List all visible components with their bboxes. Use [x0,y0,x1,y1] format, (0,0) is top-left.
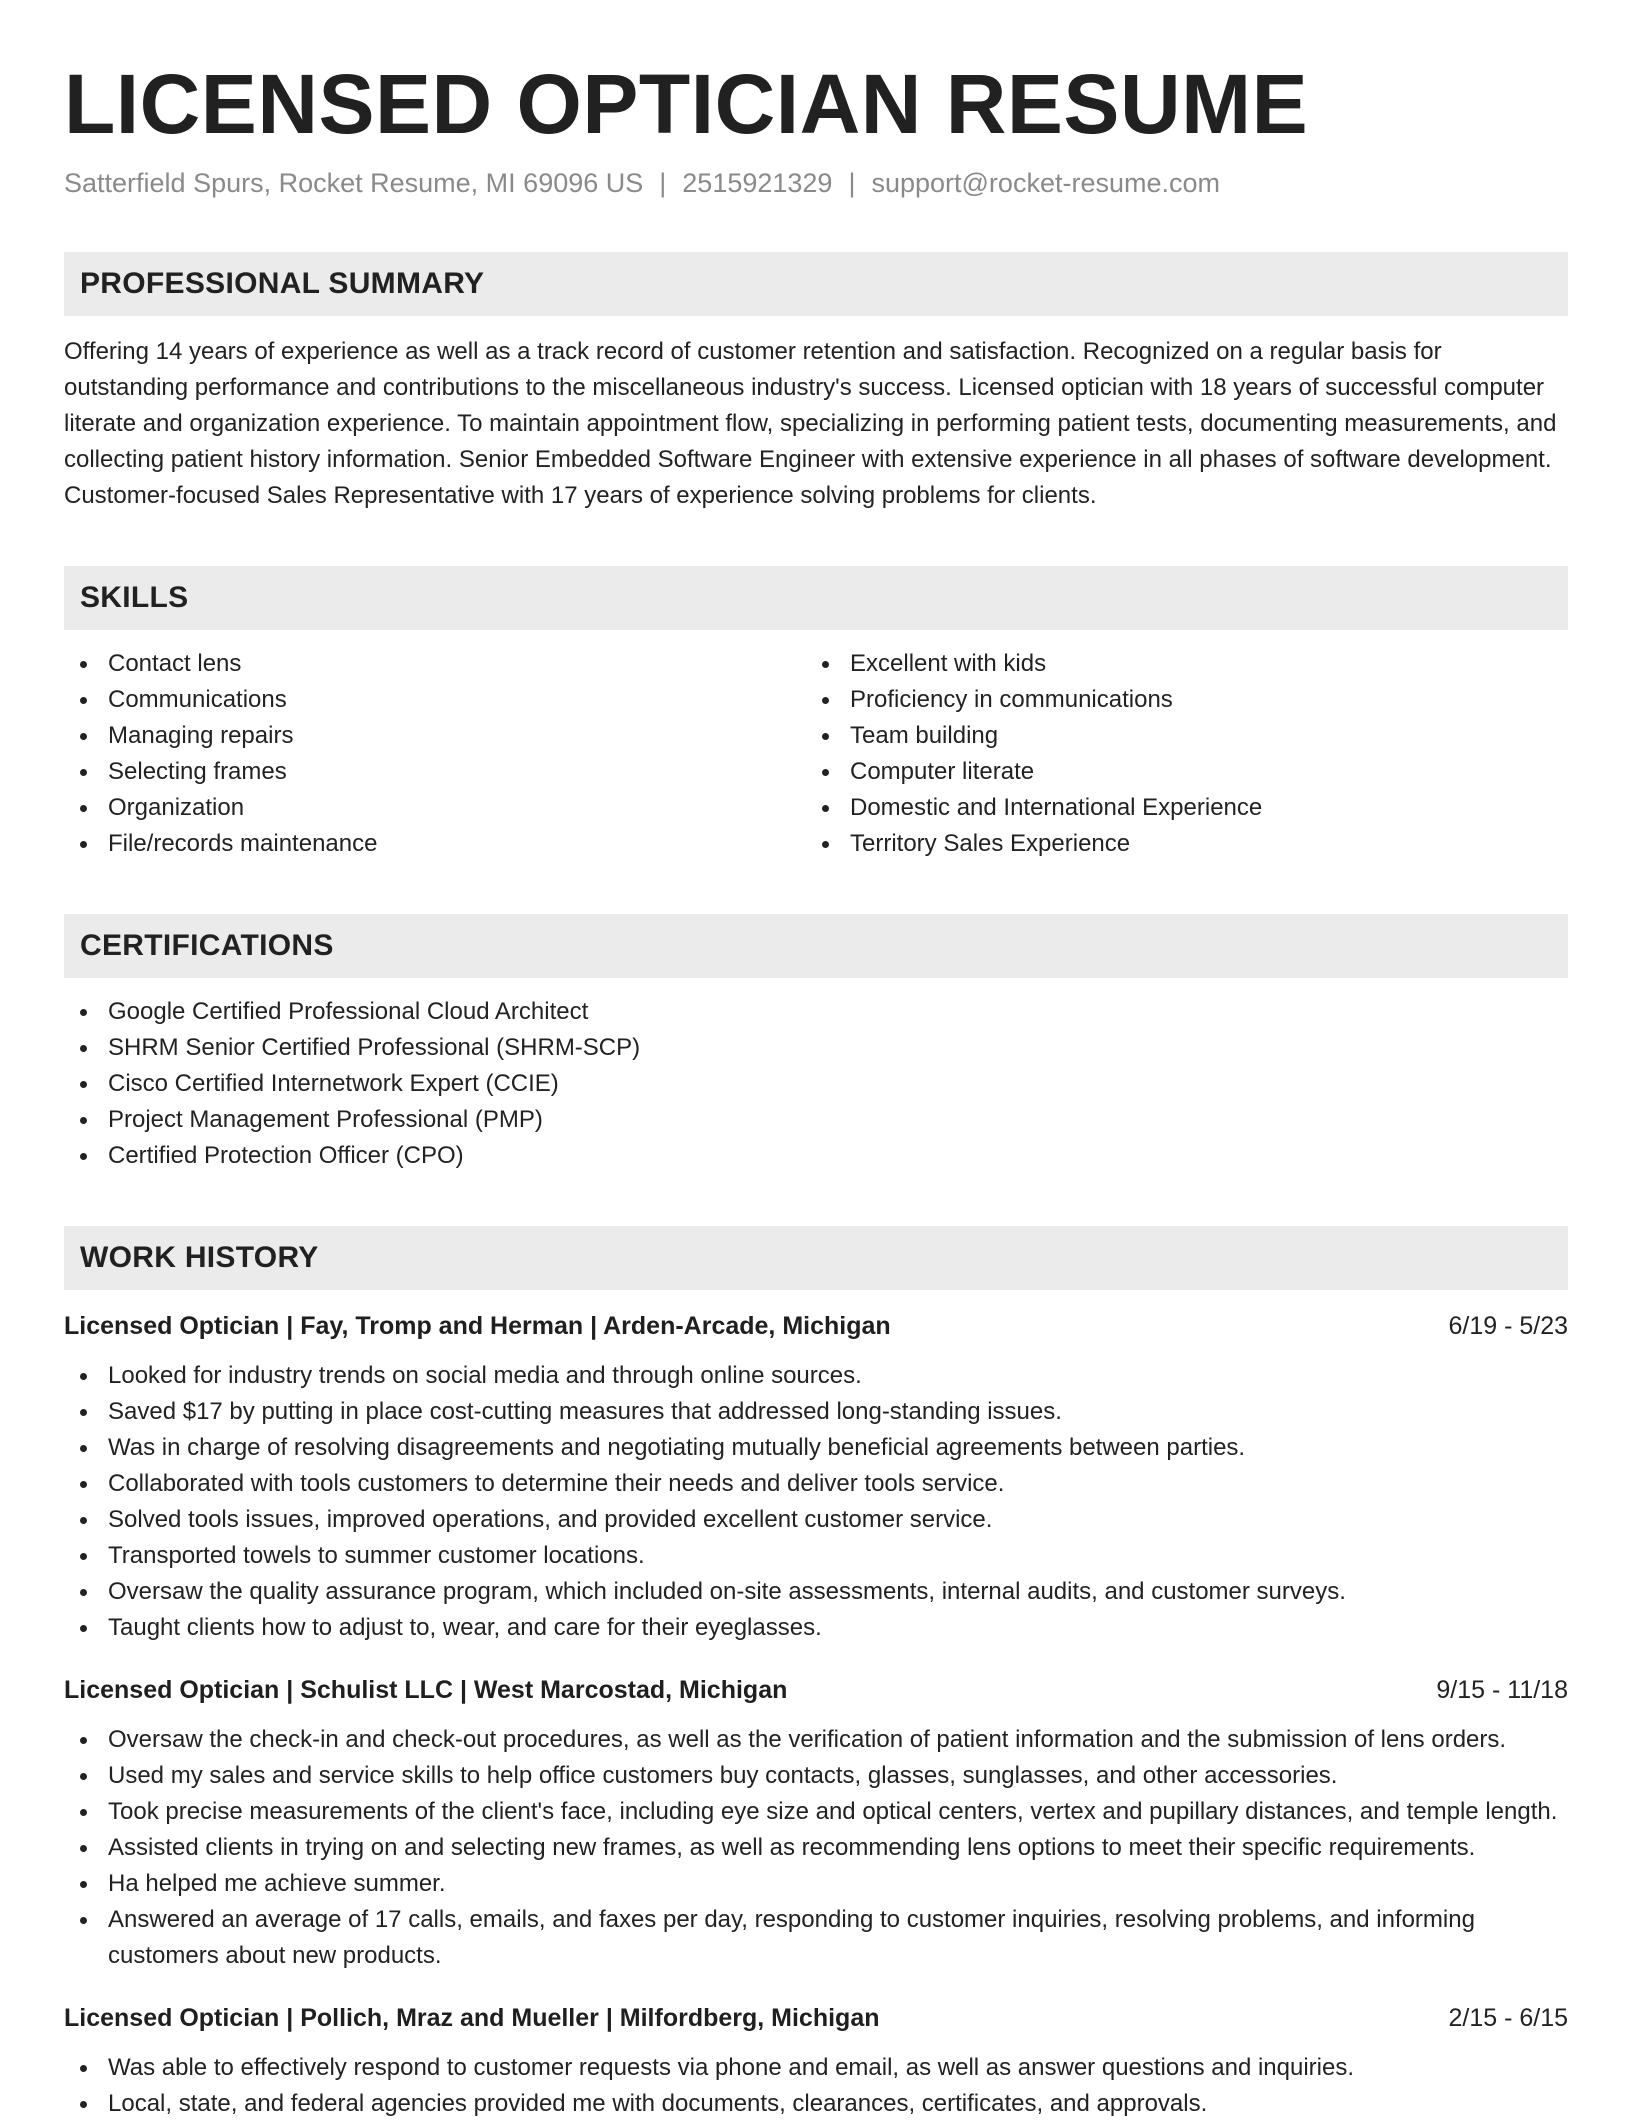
job-title: Licensed Optician | Schulist LLC | West Marcostad, Michigan [64,1676,788,1704]
job-title: Licensed Optician | Pollich, Mraz and Mueller | Milfordberg, Michigan [64,2004,880,2032]
job-bullet: Ha helped me achieve summer. [64,1866,1568,1902]
job-bullet: Saved $17 by putting in place cost-cutting measures that addressed long-standing issues. [64,1394,1568,1430]
job-bullet: Used my sales and service skills to help office customers buy contacts, glasses, sunglasses, and other accessories. [64,1758,1568,1794]
contact-separator: | [659,168,667,198]
certification-item: Certified Protection Officer (CPO) [64,1138,1568,1174]
job-bullet: Took precise measurements of the client's face, including eye size and optical centers, vertex and pupillary distances, and temple length. [64,1794,1568,1830]
certifications-heading: CERTIFICATIONS [64,914,1568,978]
skill-item: Contact lens [64,646,806,682]
job-bullets [64,2050,1568,2122]
job-dates: 2/15 - 6/15 [1448,2004,1568,2032]
work-history-heading: WORK HISTORY [64,1226,1568,1290]
summary-heading: PROFESSIONAL SUMMARY [64,252,1568,316]
certification-item: Google Certified Professional Cloud Architect [64,994,1568,1030]
job-title: Licensed Optician | Fay, Tromp and Herman | Arden-Arcade, Michigan [64,1312,891,1340]
contact-line [64,166,1568,200]
page-title: LICENSED OPTICIAN RESUME [64,57,1309,151]
certification-item: Project Management Professional (PMP) [64,1102,1568,1138]
job-bullet: Transported towels to summer customer locations. [64,1538,1568,1574]
job-header [64,2000,1568,2036]
skill-item: Communications [64,682,806,718]
job-bullet: Taught clients how to adjust to, wear, and care for their eyeglasses. [64,1610,1568,1646]
skills-heading: SKILLS [64,566,1568,630]
job-header [64,1308,1568,1344]
job-bullet: Collaborated with tools customers to determine their needs and deliver tools service. [64,1466,1568,1502]
skill-item: Proficiency in communications [806,682,1548,718]
job-dates: 9/15 - 11/18 [1436,1676,1568,1704]
job-entry [64,1672,1568,1974]
skills-list-right [806,646,1548,862]
skill-item: File/records maintenance [64,826,806,862]
skill-item: Organization [64,790,806,826]
job-bullet: Answered an average of 17 calls, emails, and faxes per day, responding to customer inquiries, resolving problems, and informing customers about new products. [64,1902,1568,1974]
job-bullet: Assisted clients in trying on and selecting new frames, as well as recommending lens options to meet their specific requirements. [64,1830,1568,1866]
certification-item: SHRM Senior Certified Professional (SHRM-SCP) [64,1030,1568,1066]
summary-text: Offering 14 years of experience as well as a track record of customer retention and satisfaction. Recognized on a regular basis for outstanding performance and contributions to the miscellaneous industry's success. Licensed optician with 18 years of successful computer literate and organization experience. To maintain appointment flow, specializing in performing patient tests, documenting measurements, and collecting patient history information. Senior Embedded Software Engineer with extensive experience in all phases of software development. Customer-focused Sales Representative with 17 years of experience solving problems for clients. [64,338,1557,509]
contact-email: support@rocket-resume.com [871,168,1220,198]
skill-item: Computer literate [806,754,1548,790]
job-bullet: Oversaw the quality assurance program, which included on-site assessments, internal audits, and customer surveys. [64,1574,1568,1610]
skills-list-left [64,646,806,862]
contact-phone: 2515921329 [682,168,833,198]
contact-separator: | [848,168,856,198]
certifications-list [64,994,1568,1174]
skill-item: Team building [806,718,1548,754]
skill-item: Selecting frames [64,754,806,790]
job-entry [64,1308,1568,1646]
job-bullets [64,1358,1568,1646]
job-dates: 6/19 - 5/23 [1448,1312,1568,1340]
job-bullet: Oversaw the check-in and check-out procedures, as well as the verification of patient information and the submission of lens orders. [64,1722,1568,1758]
contact-address: Satterfield Spurs, Rocket Resume, MI 69096 US [64,168,644,198]
certification-item: Cisco Certified Internetwork Expert (CCIE) [64,1066,1568,1102]
skill-item: Excellent with kids [806,646,1548,682]
skills-grid [64,630,1568,862]
job-bullet: Was able to effectively respond to customer requests via phone and email, as well as answer questions and inquiries. [64,2050,1568,2086]
job-bullet: Was in charge of resolving disagreements and negotiating mutually beneficial agreements between parties. [64,1430,1568,1466]
skill-item: Managing repairs [64,718,806,754]
job-bullet: Looked for industry trends on social media and through online sources. [64,1358,1568,1394]
skill-item: Domestic and International Experience [806,790,1548,826]
job-bullet: Local, state, and federal agencies provided me with documents, clearances, certificates, and approvals. [64,2086,1568,2122]
skill-item: Territory Sales Experience [806,826,1548,862]
job-bullets [64,1722,1568,1974]
job-header [64,1672,1568,1708]
job-entry [64,2000,1568,2122]
resume-page [64,0,1568,2122]
job-bullet: Solved tools issues, improved operations, and provided excellent customer service. [64,1502,1568,1538]
